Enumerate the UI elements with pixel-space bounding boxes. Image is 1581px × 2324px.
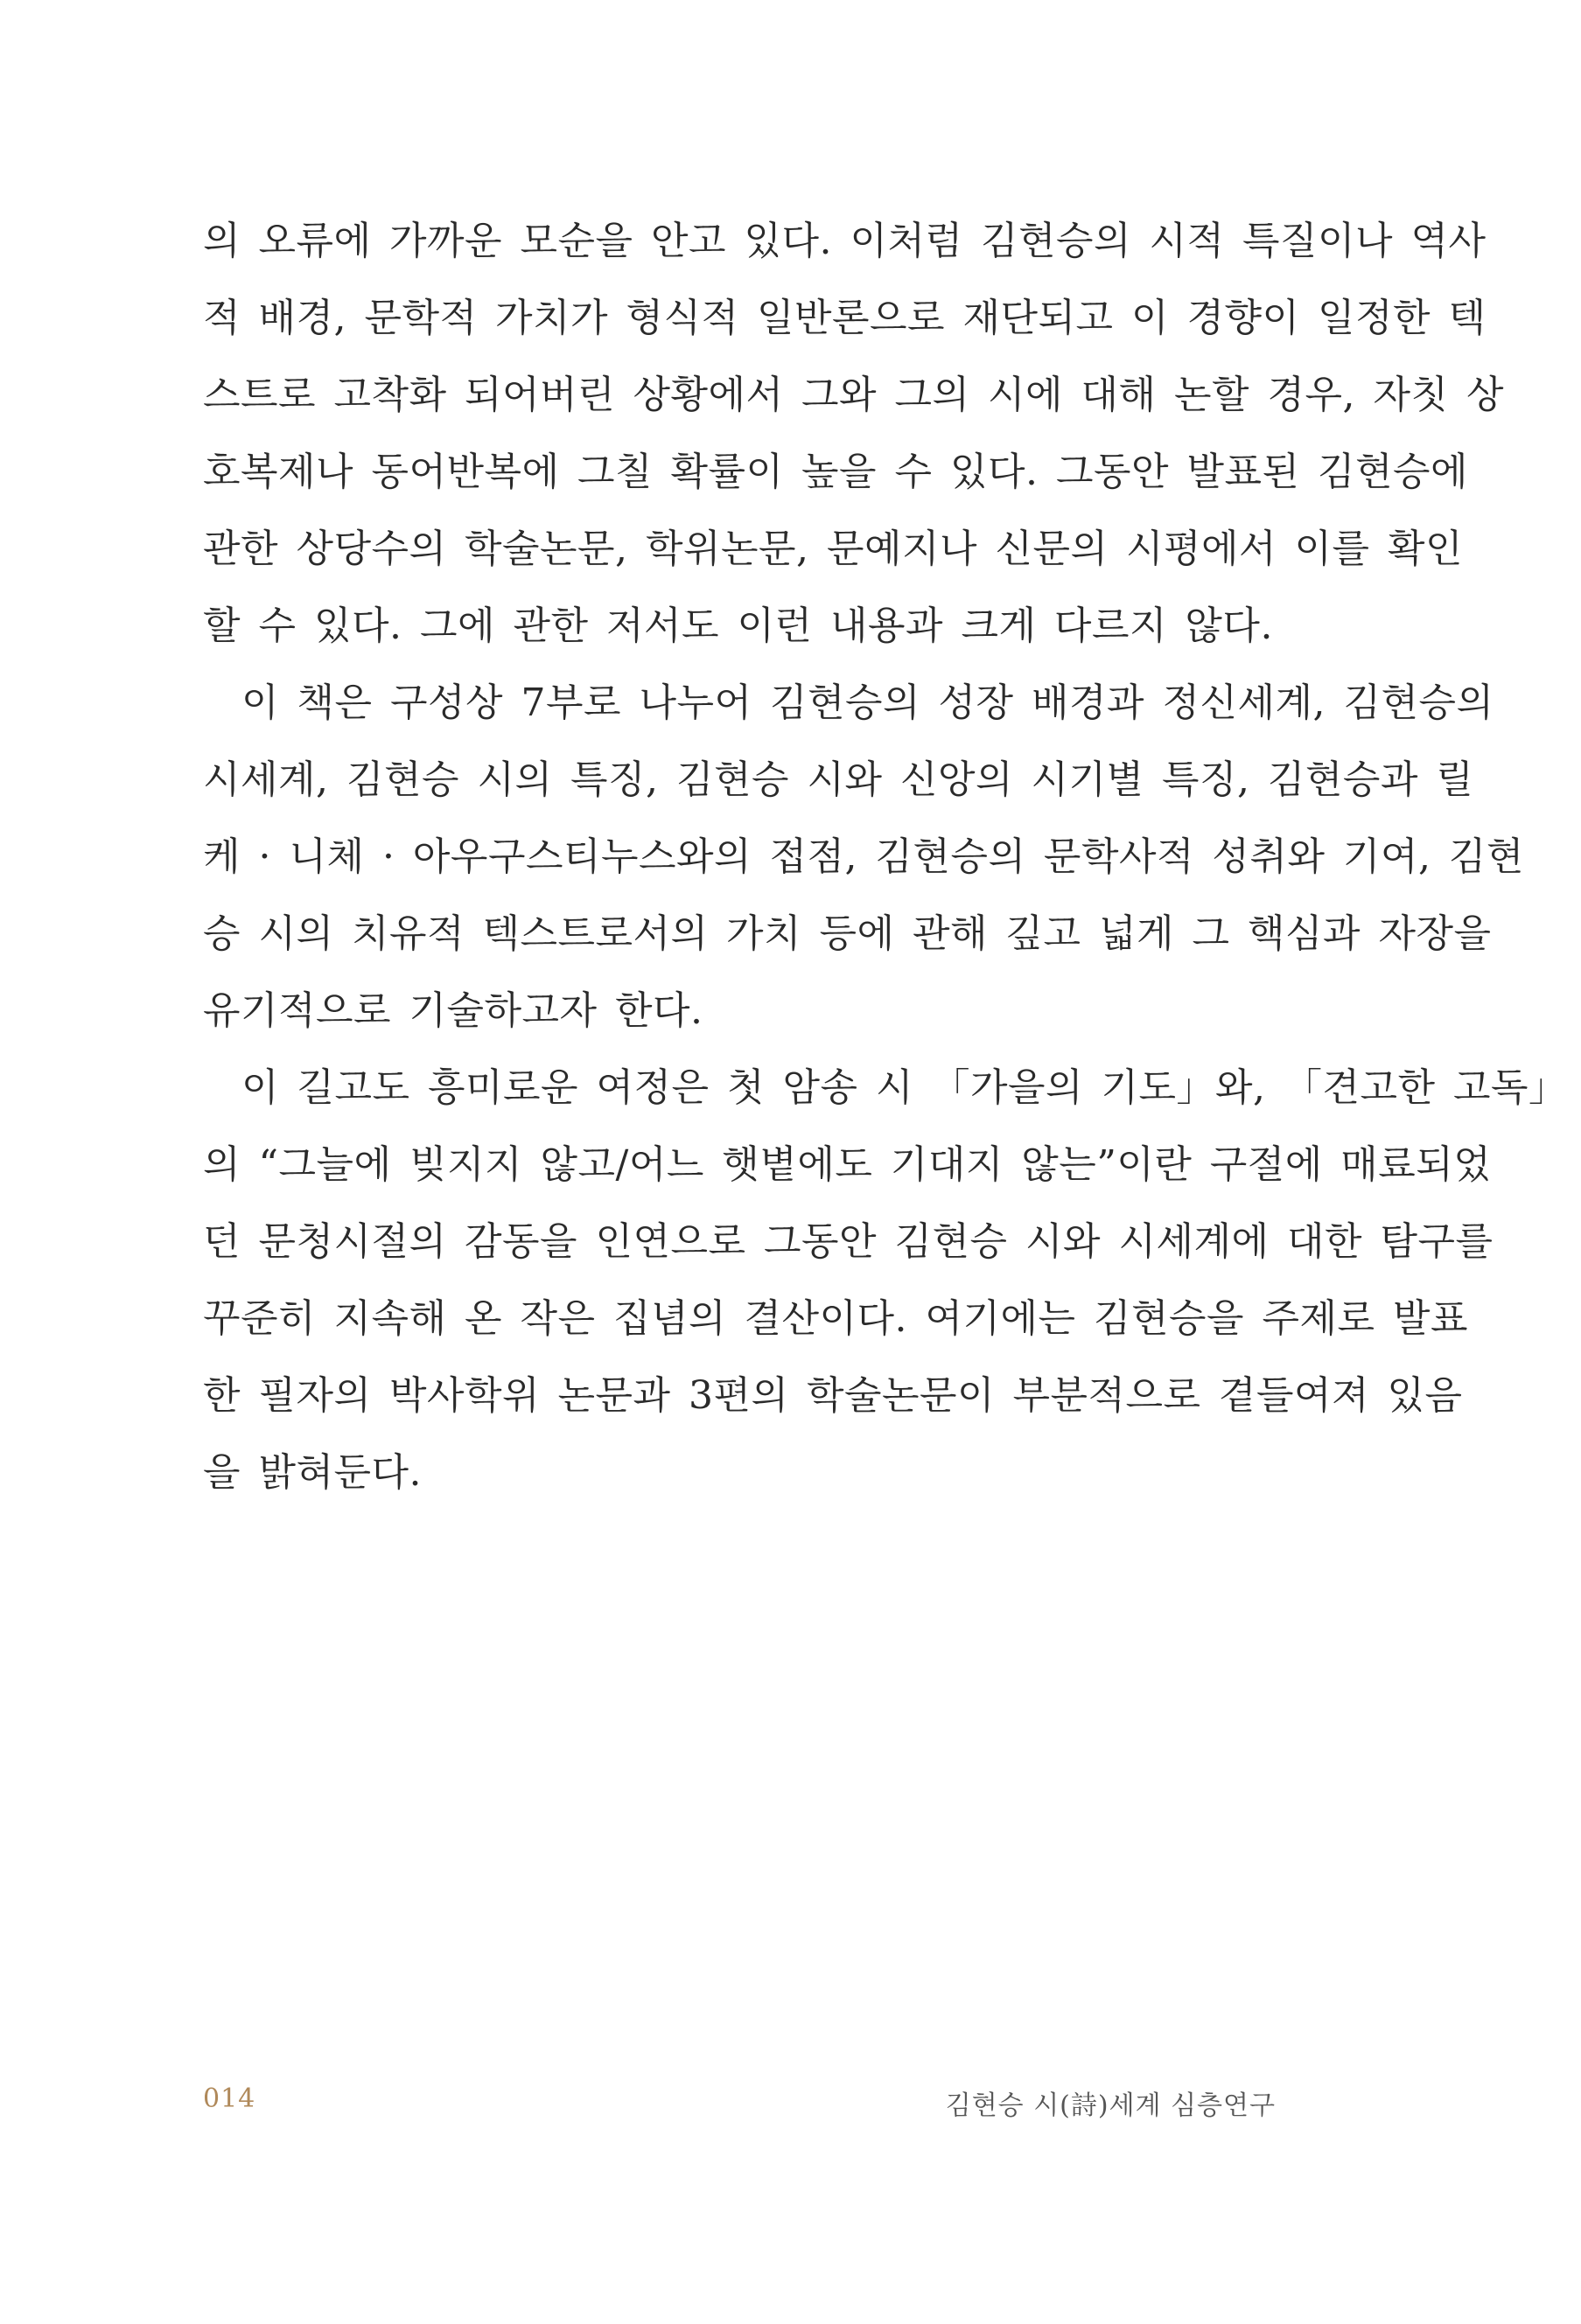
- running-title: 김현승 시(詩)세계 심층연구: [945, 2090, 1276, 2121]
- text-line: 스트로 고착화 되어버린 상황에서 그와 그의 시에 대해 논할 경우, 자칫 상: [203, 373, 1504, 417]
- text-line: 승 시의 치유적 텍스트로서의 가치 등에 관해 깊고 넓게 그 핵심과 자장을: [203, 911, 1492, 956]
- text-line: 한 필자의 박사학위 논문과 3편의 학술논문이 부분적으로 곁들여져 있음: [203, 1373, 1463, 1418]
- text-line: 유기적으로 기술하고자 한다.: [203, 988, 703, 1033]
- text-line: 관한 상당수의 학술논문, 학위논문, 문예지나 신문의 시평에서 이를 확인: [203, 527, 1463, 571]
- text-line: 꾸준히 지속해 온 작은 집념의 결산이다. 여기에는 김현승을 주제로 발표: [203, 1296, 1468, 1341]
- text-line: 던 문청시절의 감동을 인연으로 그동안 김현승 시와 시세계에 대한 탐구를: [203, 1219, 1494, 1264]
- paragraph: [203, 665, 1524, 1050]
- text-line: 이 책은 구성상 7부로 나누어 김현승의 성장 배경과 정신세계, 김현승의: [241, 680, 1494, 725]
- paragraph: [203, 1050, 1568, 1511]
- text-line: 의 “그늘에 빚지지 않고/어느 햇볕에도 기대지 않는”이란 구절에 매료되었: [203, 1142, 1492, 1187]
- text-line: 을 밝혀둔다.: [203, 1450, 422, 1495]
- text-line: 호복제나 동어반복에 그칠 확률이 높을 수 있다. 그동안 발표된 김현승에: [203, 450, 1468, 494]
- text-line: 이 길고도 흥미로운 여정은 첫 암송 시 「가을의 기도」와, 「견고한 고독」: [241, 1065, 1568, 1110]
- paragraph: [203, 203, 1504, 665]
- page-number: 014: [203, 2083, 256, 2114]
- text-line: 시세계, 김현승 시의 특징, 김현승 시와 신앙의 시기별 특징, 김현승과 릴: [203, 757, 1474, 802]
- text-line: 의 오류에 가까운 모순을 안고 있다. 이처럼 김현승의 시적 특질이나 역사: [203, 219, 1487, 263]
- text-line: 할 수 있다. 그에 관한 저서도 이런 내용과 크게 다르지 않다.: [203, 604, 1273, 648]
- page-body: [203, 203, 1568, 1511]
- text-line: 적 배경, 문학적 가치가 형식적 일반론으로 재단되고 이 경향이 일정한 텍: [203, 296, 1487, 340]
- text-line: 케 · 니체 · 아우구스티누스와의 접점, 김현승의 문학사적 성취와 기여, 김현: [203, 834, 1524, 879]
